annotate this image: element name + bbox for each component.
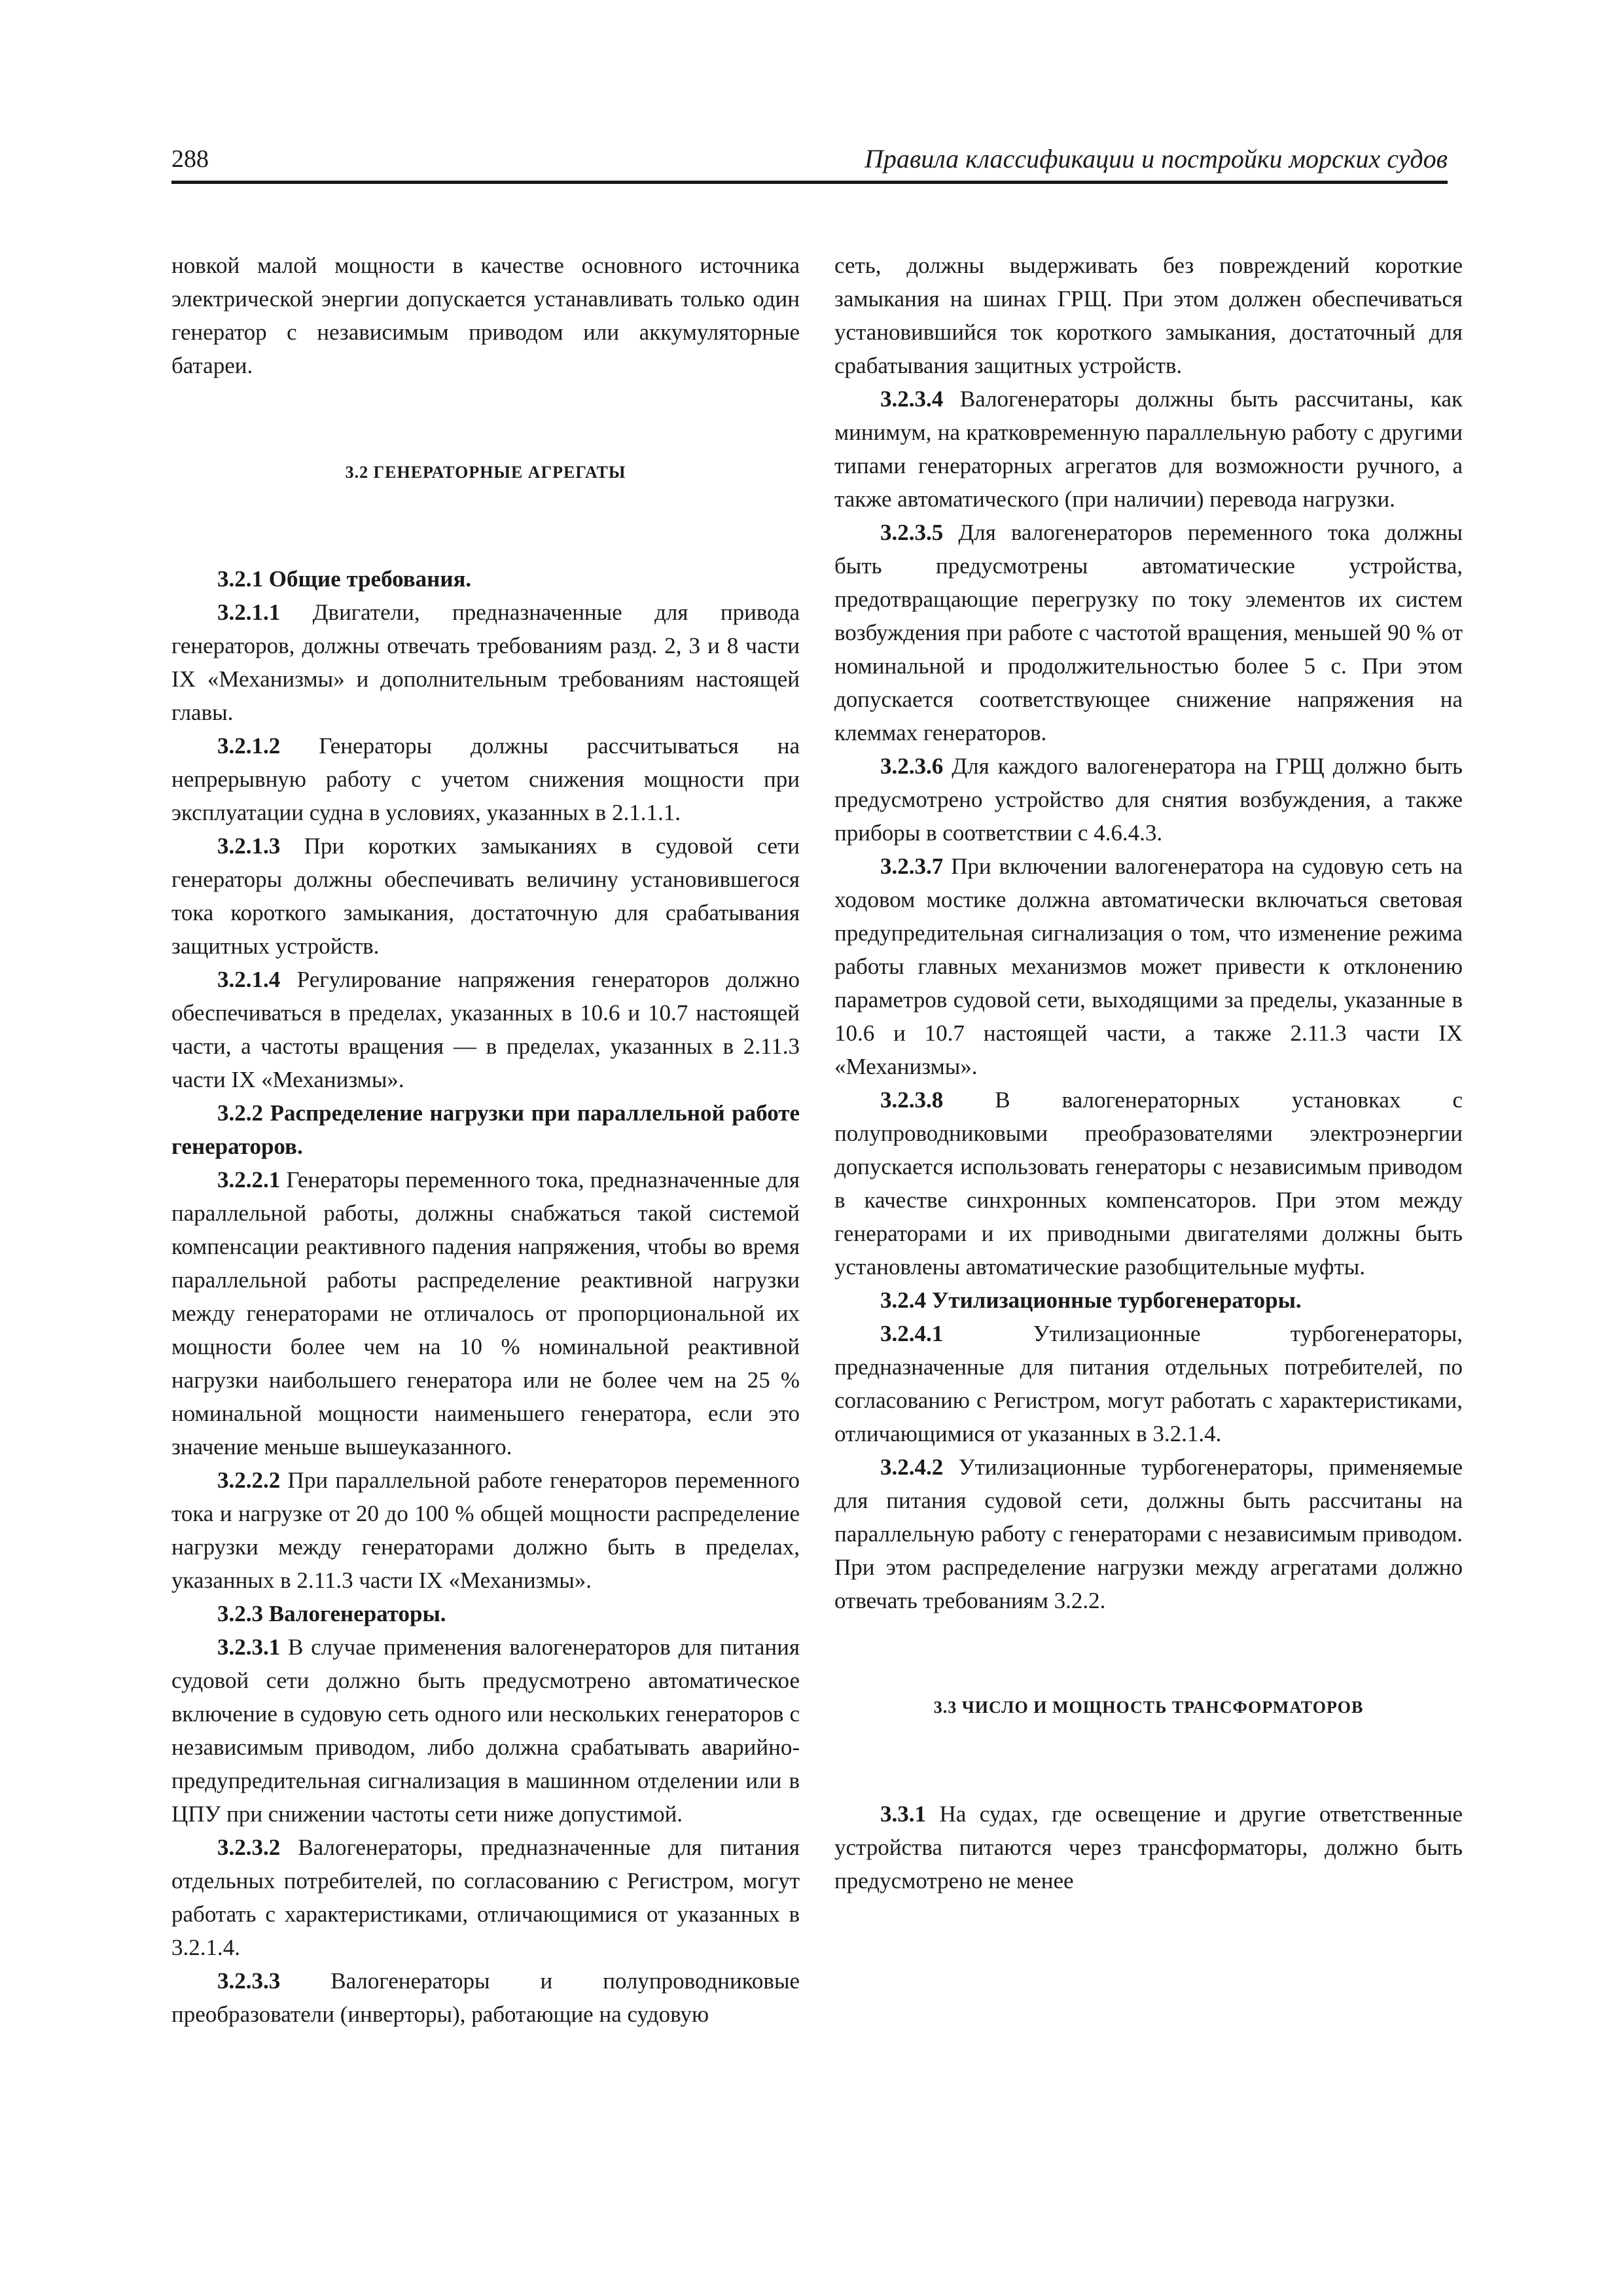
clause-number: 3.2.3.6 xyxy=(880,753,944,779)
paragraph-3-2-3-5: 3.2.3.5 Для валогенераторов переменного тока должны быть предусмотрены автоматические устройства, предотвращающие перегрузку по току элементов их систем возбуждения при работе с частотой вращения, меньшей 90 % от номинальной и продолжительностью более 5 с. При этом допускается соответствующее снижение напряжения на клеммах генераторов. xyxy=(834,520,1463,745)
clause-number: 3.2.2.2 xyxy=(217,1467,281,1493)
paragraph-3-2-3-7: 3.2.3.7 При включении валогенератора на судовую сеть на ходовом мостике должна автоматически включаться световая предупредительная сигнализация о том, что изменение режима работы главных механизмов может привести к отклонению параметров судовой сети, выходящими за пределы, указанные в 10.6 и 10.7 настоящей части, а также 2.11.3 части IX «Механизмы». xyxy=(834,853,1463,1079)
paragraph-3-2-3-6: 3.2.3.6 Для каждого валогенератора на ГРЩ должно быть предусмотрено устройство для снятия возбуждения, а также приборы в соответствии с 4.6.4.3. xyxy=(834,753,1463,846)
subsection-title-3-2-1: 3.2.1 Общие требования. xyxy=(217,566,472,592)
paragraph-3-2-3-4: 3.2.3.4 Валогенераторы должны быть рассчитаны, как минимум, на кратковременную параллельную работу с другими типами генераторных агрегатов для возможности ручного, а также автоматического (при наличии) перевода нагрузки. xyxy=(834,386,1463,512)
clause-number: 3.2.4.1 xyxy=(880,1321,944,1346)
clause-number: 3.2.1.3 xyxy=(217,833,281,859)
paragraph-3-2-2-2: 3.2.2.2 При параллельной работе генераторов переменного тока и нагрузке от 20 до 100 % общей мощности распределение нагрузки между генераторами должно быть в пределах, указанных в 2.11.3 части IX «Механизмы». xyxy=(171,1467,800,1593)
paragraph-3-2-3-2: 3.2.3.2 Валогенераторы, предназначенные для питания отдельных потребителей, по согласованию с Регистром, могут работать с характеристиками, отличающимися от указанных в 3.2.1.4. xyxy=(171,1835,800,1960)
clause-number: 3.2.1.2 xyxy=(217,733,281,759)
paragraph-3-2-2-1: 3.2.2.1 Генераторы переменного тока, предназначенные для параллельной работы, должны снабжаться такой системой компенсации реактивного падения напряжения, чтобы во время параллельной работы распределение реактивной нагрузки между генераторами не отличалось от пропорциональной их мощности более чем на 10 % номинальной реактивной нагрузки наибольшего генератора или не более чем на 25 % номинальной мощности наименьшего генератора, если это значение меньше вышеуказанного. xyxy=(171,1167,800,1460)
subsection-title-3-2-3: 3.2.3 Валогенераторы. xyxy=(217,1601,446,1626)
paragraph-3-2-1-4: 3.2.1.4 Регулирование напряжения генераторов должно обеспечиваться в пределах, указанных в 10.6 и 10.7 настоящей части, а частоты вращения — в пределах, указанных в 2.11.3 части IX «Механизмы». xyxy=(171,967,800,1092)
clause-number: 3.2.1.1 xyxy=(217,600,281,625)
paragraph-3-2-1-3: 3.2.1.3 При коротких замыканиях в судовой сети генераторы должны обеспечивать величину установившегося тока короткого замыкания, достаточную для срабатывания защитных устройств. xyxy=(171,833,800,959)
clause-number: 3.3.1 xyxy=(880,1801,926,1827)
paragraph-3-2-3-3: 3.2.3.3 Валогенераторы и полупроводниковые преобразователи (инверторы), работающие на судовую xyxy=(171,1968,800,2027)
clause-number: 3.2.3.8 xyxy=(880,1087,944,1113)
clause-number: 3.2.3.3 xyxy=(217,1968,281,1994)
paragraph-3-3-1: 3.3.1 На судах, где освещение и другие ответственные устройства питаются через трансформаторы, должно быть предусмотрено не менее xyxy=(834,1801,1463,1893)
subsection-title-3-2-2: 3.2.2 Распределение нагрузки при параллельной работе генераторов. xyxy=(171,1100,800,1159)
clause-number: 3.2.3.5 xyxy=(880,520,944,545)
clause-number: 3.2.3.7 xyxy=(880,853,944,879)
paragraph-3-2-4-2: 3.2.4.2 Утилизационные турбогенераторы, применяемые для питания судовой сети, должны быть рассчитаны на параллельную работу с генераторами с независимым приводом. При этом распределение нагрузки между агрегатами должно отвечать требованиям 3.2.2. xyxy=(834,1454,1463,1613)
page-number: 288 xyxy=(171,145,209,173)
paragraph-3-2-4-1: 3.2.4.1 Утилизационные турбогенераторы, предназначенные для питания отдельных потребителей, по согласованию с Регистром, могут работать с характеристиками, отличающимися от указанных в 3.2.1.4. xyxy=(834,1321,1463,1446)
paragraph: сеть, должны выдерживать без повреждений короткие замыкания на шинах ГРЩ. При этом должен обеспечиваться установившийся ток короткого замыкания, достаточный для срабатывания защитных устройств. xyxy=(834,253,1463,378)
clause-number: 3.2.3.4 xyxy=(880,386,944,412)
section-title-3-2: 3.2 ГЕНЕРАТОРНЫЕ АГРЕГАТЫ xyxy=(345,463,626,482)
subsection-title-3-2-4: 3.2.4 Утилизационные турбогенераторы. xyxy=(880,1287,1302,1313)
paragraph-3-2-3-1: 3.2.3.1 В случае применения валогенераторов для питания судовой сети должно быть предусмотрено автоматическое включение в судовую сеть одного или нескольких генераторов с независимым приводом, либо должна срабатывать аварийно-предупредительная сигнализация в машинном отделении или в ЦПУ при снижении частоты сети ниже допустимой. xyxy=(171,1634,800,1827)
clause-number: 3.2.2.1 xyxy=(217,1167,281,1193)
clause-number: 3.2.4.2 xyxy=(880,1454,944,1480)
section-title-3-3: 3.3 ЧИСЛО И МОЩНОСТЬ ТРАНСФОРМАТОРОВ xyxy=(933,1698,1364,1717)
right-column xyxy=(834,249,1463,1897)
clause-number: 3.2.3.1 xyxy=(217,1634,281,1660)
paragraph-3-2-3-8: 3.2.3.8 В валогенераторных установках с полупроводниковыми преобразователями электроэнергии допускается использовать генераторы с независимым приводом в качестве синхронных компенсаторов. При этом между генераторами и их приводными двигателями должны быть установлены автоматические разобщительные муфты. xyxy=(834,1087,1463,1280)
paragraph-3-2-1-2: 3.2.1.2 Генераторы должны рассчитываться на непрерывную работу с учетом снижения мощности при эксплуатации судна в условиях, указанных в 2.1.1.1. xyxy=(171,733,800,825)
left-column xyxy=(171,249,800,2031)
page-header xyxy=(171,143,1448,184)
paragraph: новкой малой мощности в качестве основного источника электрической энергии допускается устанавливать только один генератор с независимым приводом или аккумуляторные батареи. xyxy=(171,253,800,378)
clause-number: 3.2.3.2 xyxy=(217,1835,281,1860)
running-title: Правила классификации и постройки морских судов xyxy=(864,144,1448,173)
clause-number: 3.2.1.4 xyxy=(217,967,281,992)
paragraph-3-2-1-1: 3.2.1.1 Двигатели, предназначенные для привода генераторов, должны отвечать требованиям разд. 2, 3 и 8 части IX «Механизмы» и дополнительным требованиям настоящей главы. xyxy=(171,600,800,725)
